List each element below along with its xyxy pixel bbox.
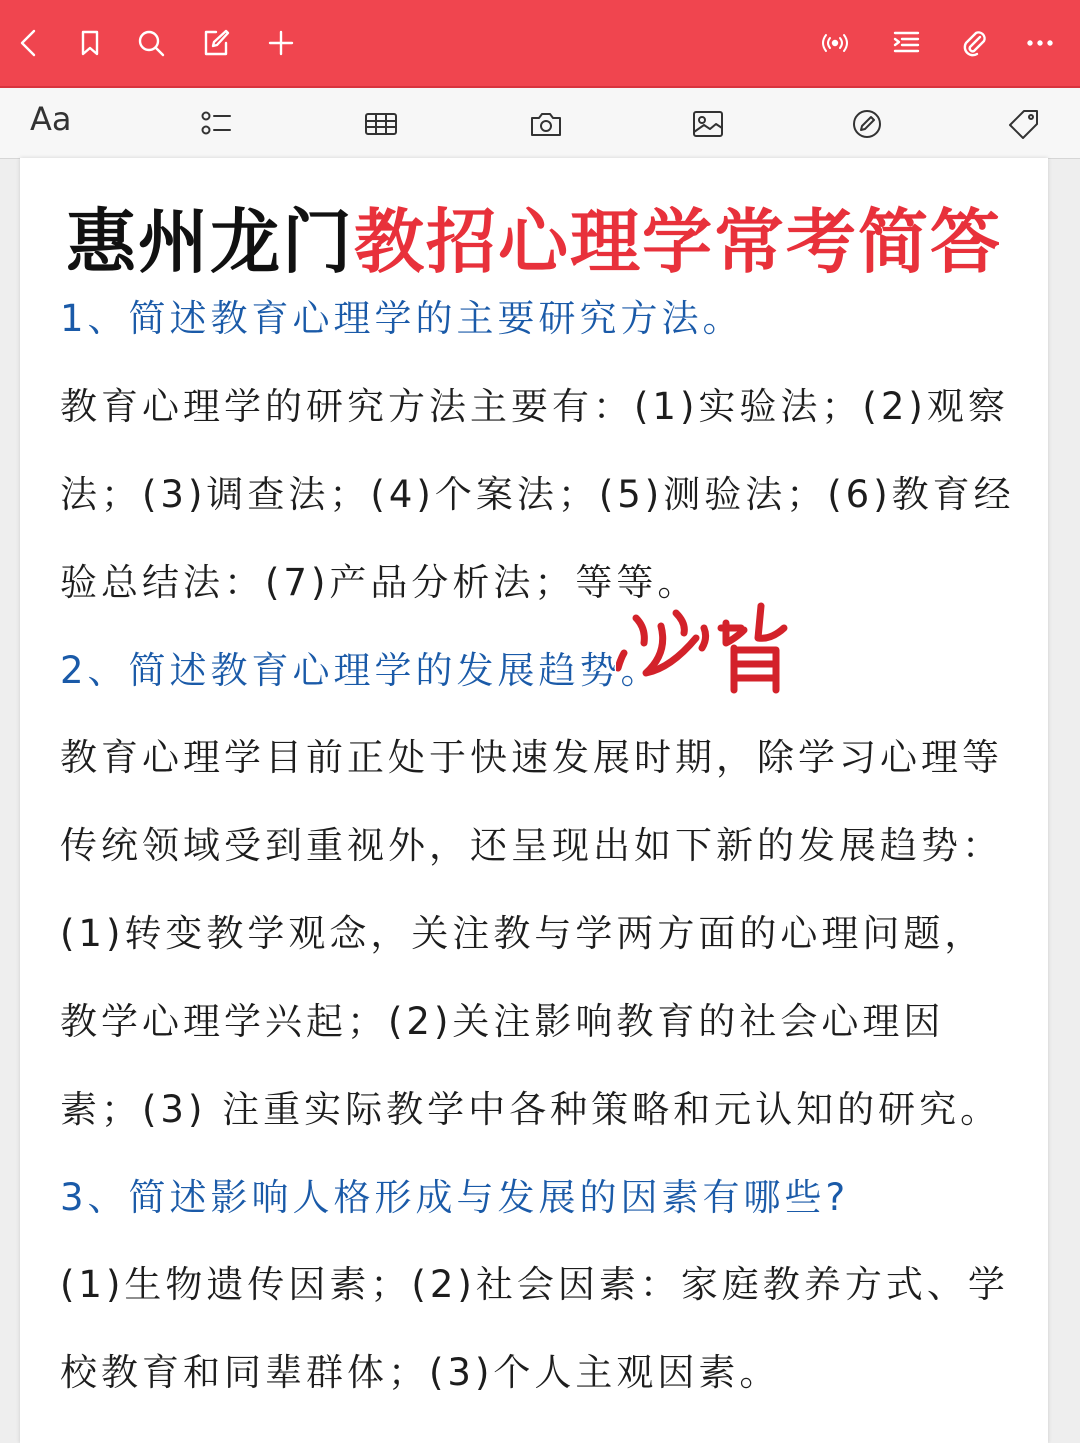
camera-icon[interactable]: [526, 104, 566, 144]
question-1: 1、简述教育心理学的主要研究方法。: [60, 297, 744, 340]
answer-2-line-5: 素；(3) 注重实际教学中各种策略和元认知的研究。: [60, 1088, 1002, 1131]
search-icon[interactable]: [133, 25, 169, 61]
table-icon[interactable]: [361, 104, 401, 144]
attachment-icon[interactable]: [956, 25, 992, 61]
edit-icon[interactable]: [198, 25, 234, 61]
handwriting-annotation: [616, 598, 816, 698]
bookmark-icon[interactable]: [72, 25, 108, 61]
checklist-icon[interactable]: [196, 104, 236, 144]
image-icon[interactable]: [688, 104, 728, 144]
title-red-part: 教招心理学常考简答: [354, 201, 1002, 283]
answer-1-line-3: 验总结法：(7)产品分析法；等等。: [60, 561, 699, 604]
answer-1-line-2: 法；(3)调查法；(4)个案法；(5)测验法；(6)教育经: [60, 473, 1015, 516]
font-format-button[interactable]: Aa: [30, 100, 72, 138]
answer-2-line-3: (1)转变教学观念，关注教与学两方面的心理问题，: [60, 912, 986, 955]
answer-3-line-2: 校教育和同辈群体；(3)个人主观因素。: [60, 1351, 781, 1394]
note-title: [20, 186, 1048, 287]
outline-icon[interactable]: [888, 25, 924, 61]
pen-icon[interactable]: [847, 104, 887, 144]
broadcast-icon[interactable]: [817, 25, 853, 61]
plus-icon[interactable]: [263, 25, 299, 61]
tag-icon[interactable]: [1004, 104, 1044, 144]
top-toolbar: [0, 0, 1080, 88]
answer-1-line-1: 教育心理学的研究方法主要有：(1)实验法；(2)观察: [60, 385, 1009, 428]
back-icon[interactable]: [12, 25, 48, 61]
question-2: 2、简述教育心理学的发展趋势。: [60, 649, 662, 692]
answer-2-line-1: 教育心理学目前正处于快速发展时期，除学习心理等: [60, 736, 1003, 779]
more-icon[interactable]: [1022, 25, 1058, 61]
answer-2-line-4: 教学心理学兴起；(2)关注影响教育的社会心理因: [60, 1000, 945, 1043]
note-page[interactable]: [20, 158, 1048, 1443]
answer-3-line-1: (1)生物遗传因素；(2)社会因素：家庭教养方式、学: [60, 1263, 1009, 1306]
question-3: 3、简述影响人格形成与发展的因素有哪些?: [60, 1176, 850, 1219]
title-black-part: 惠州龙门: [66, 201, 354, 283]
answer-2-line-2: 传统领域受到重视外，还呈现出如下新的发展趋势：: [60, 824, 1003, 867]
